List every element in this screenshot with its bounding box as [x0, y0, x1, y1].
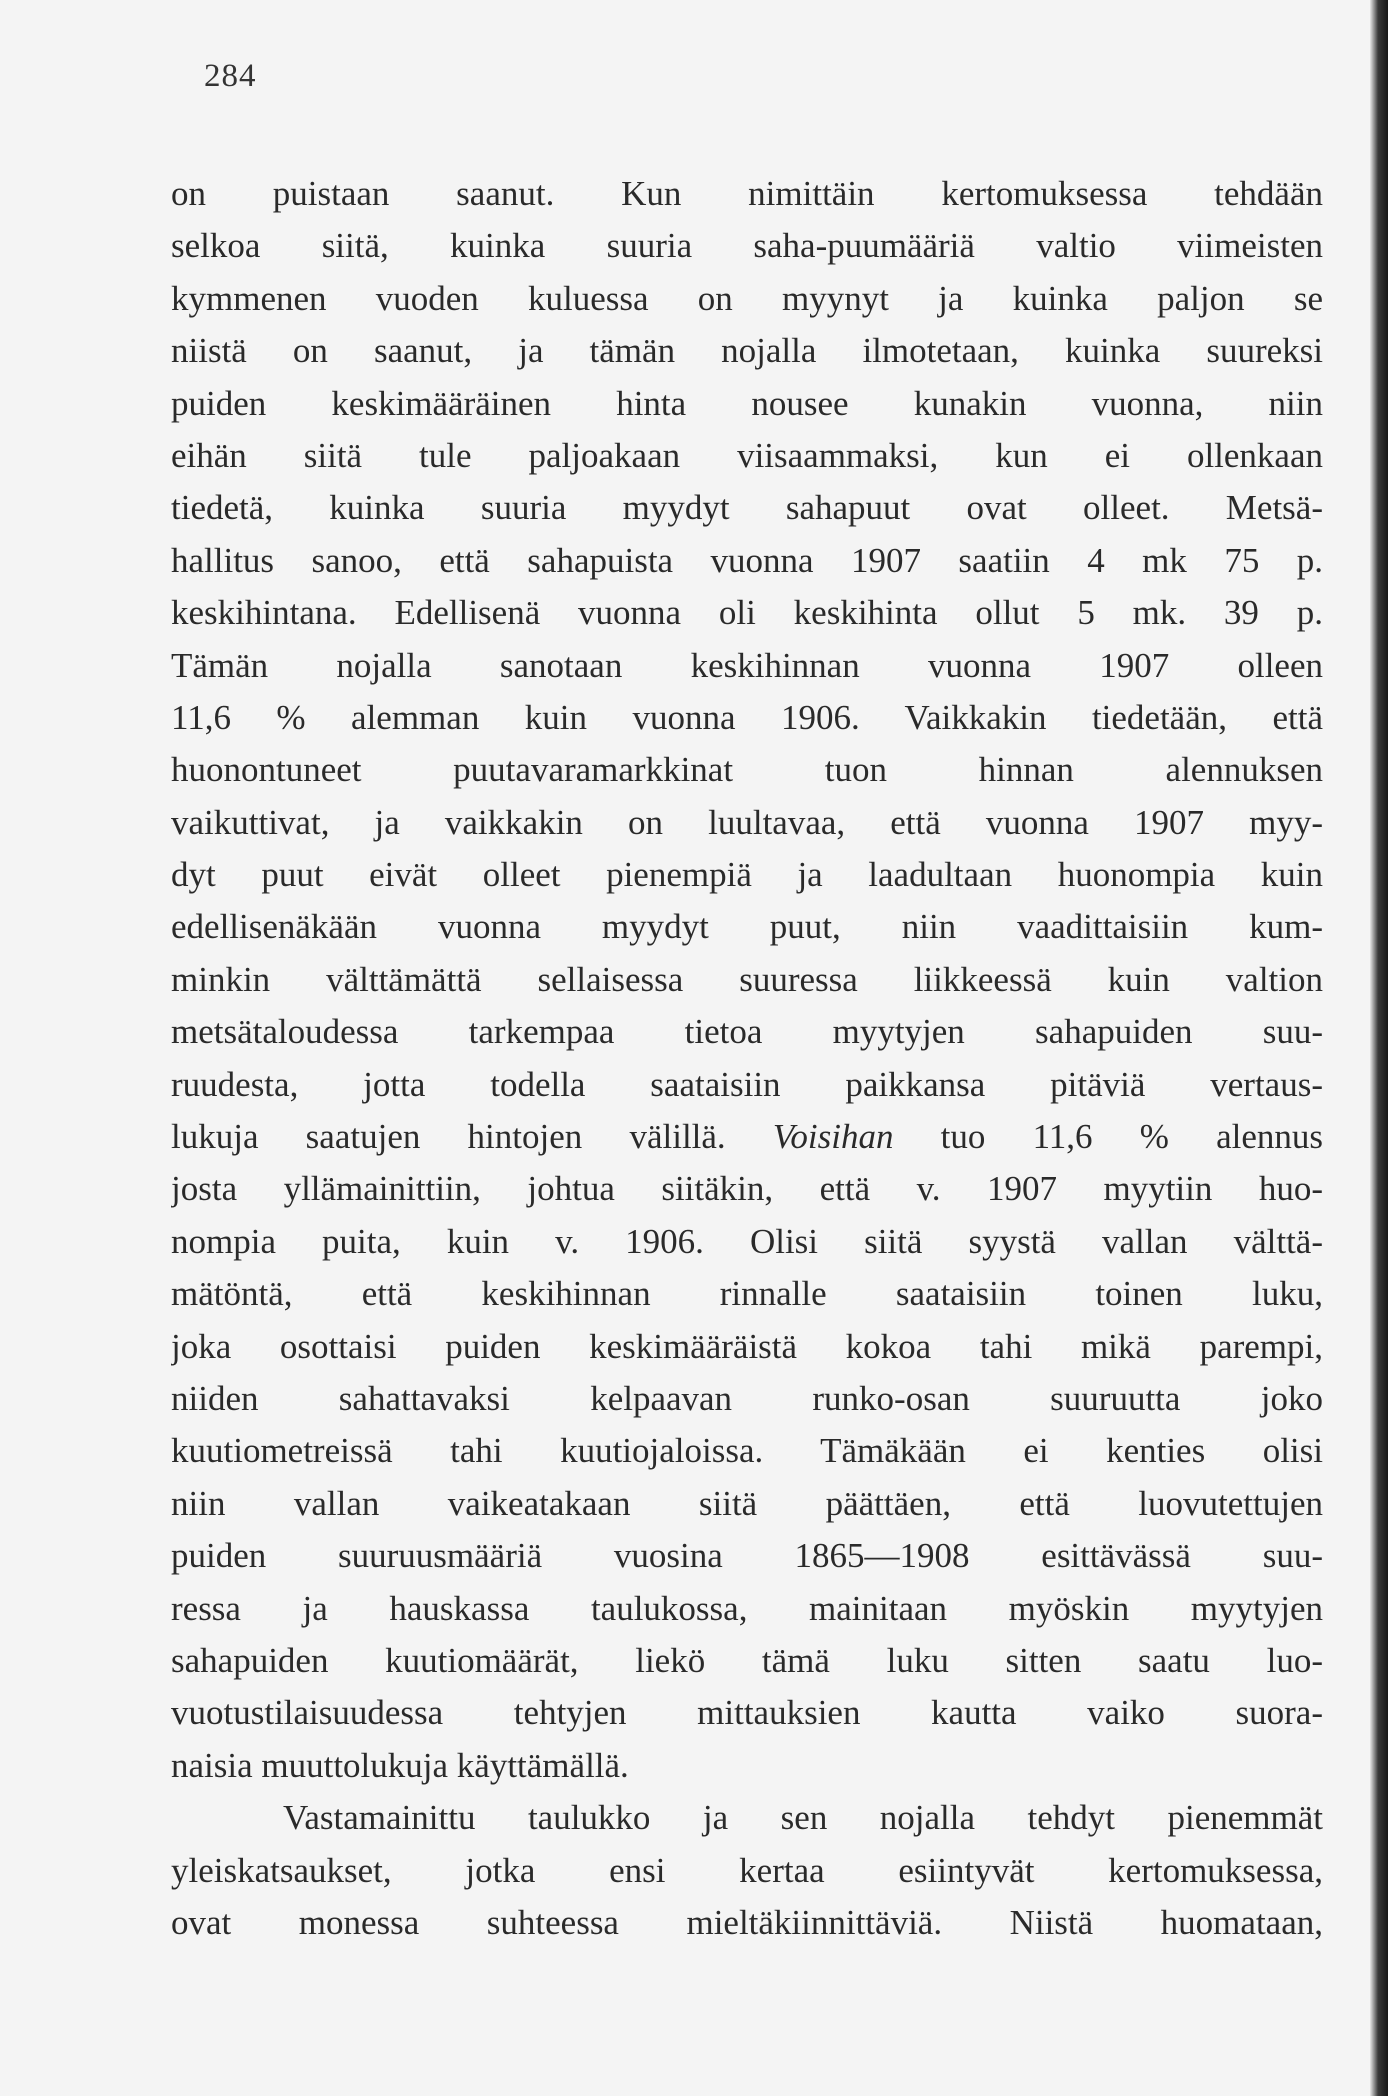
page-number: 284: [204, 58, 257, 94]
text-line-paragraph-start: Vastamainittu taulukko ja sen nojalla tehdyt pienemmät: [283, 1798, 1323, 1838]
text-line: kymmenen vuoden kuluessa on myynyt ja kuinka paljon se: [171, 278, 1323, 318]
text-line: mätöntä, että keskihinnan rinnalle saataisiin toinen luku,: [171, 1274, 1323, 1314]
body-text: [171, 168, 1323, 1949]
text-line-with-italic: [171, 1111, 1323, 1163]
text-line: tiedetä, kuinka suuria myydyt sahapuut ovat olleet. Metsä-: [171, 488, 1323, 528]
binding-edge: [1370, 0, 1388, 2096]
text-line: Tämän nojalla sanotaan keskihinnan vuonna 1907 olleen: [171, 645, 1323, 685]
text-line: ressa ja hauskassa taulukossa, mainitaan myöskin myytyjen: [171, 1588, 1323, 1628]
text-line: huonontuneet puutavaramarkkinat tuon hinnan alennuksen: [171, 750, 1323, 790]
text-line: eihän siitä tule paljoakaan viisaammaksi, kun ei ollenkaan: [171, 435, 1323, 475]
text-line: ovat monessa suhteessa mieltäkiinnittäviä. Niistä huomataan,: [171, 1902, 1323, 1942]
text-line: puiden suuruusmääriä vuosina 1865—1908 esittävässä suu-: [171, 1536, 1323, 1576]
text-line: edellisenäkään vuonna myydyt puut, niin vaadittaisiin kum-: [171, 907, 1323, 947]
text-line: kuutiometreissä tahi kuutiojaloissa. Tämäkään ei kenties olisi: [171, 1431, 1323, 1471]
text-line: niiden sahattavaksi kelpaavan runko-osan suuruutta joko: [171, 1378, 1323, 1418]
text-line: metsätaloudessa tarkempaa tietoa myytyjen sahapuiden suu-: [171, 1012, 1323, 1052]
text-line: minkin välttämättä sellaisessa suuressa liikkeessä kuin valtion: [171, 959, 1323, 999]
italic-word: Voisihan: [772, 1117, 894, 1157]
text-line: dyt puut eivät olleet pienempiä ja laadultaan huonompia kuin: [171, 855, 1323, 895]
text-line: ruudesta, jotta todella saataisiin paikkansa pitäviä vertaus-: [171, 1064, 1323, 1104]
text-line: vaikuttivat, ja vaikkakin on luultavaa, että vuonna 1907 myy-: [171, 802, 1323, 842]
text-line: on puistaan saanut. Kun nimittäin kertomuksessa tehdään: [171, 174, 1323, 213]
text-line-paragraph-end: naisia muuttolukuja käyttämällä.: [171, 1745, 629, 1785]
text-line: yleiskatsaukset, jotka ensi kertaa esiintyvät kertomuksessa,: [171, 1850, 1323, 1890]
text-line: sahapuiden kuutiomäärät, liekö tämä luku sitten saatu luo-: [171, 1640, 1323, 1680]
text-line: nompia puita, kuin v. 1906. Olisi siitä syystä vallan välttä-: [171, 1221, 1323, 1261]
text-line: niistä on saanut, ja tämän nojalla ilmotetaan, kuinka suureksi: [171, 331, 1323, 371]
text-line: 11,6 % alemman kuin vuonna 1906. Vaikkakin tiedetään, että: [171, 697, 1323, 737]
line-end: tuo 11,6 % alennus: [893, 1117, 1323, 1157]
text-line: hallitus sanoo, että sahapuista vuonna 1907 saatiin 4 mk 75 p.: [171, 540, 1323, 580]
text-line: keskihintana. Edellisenä vuonna oli keskihinta ollut 5 mk. 39 p.: [171, 593, 1323, 633]
line-start: lukuja saatujen hintojen välillä.: [171, 1117, 726, 1157]
text-line: selkoa siitä, kuinka suuria saha-puumääriä valtio viimeisten: [171, 226, 1323, 266]
text-line: josta yllämainittiin, johtua siitäkin, että v. 1907 myytiin huo-: [171, 1169, 1323, 1209]
text-line: puiden keskimääräinen hinta nousee kunakin vuonna, niin: [171, 383, 1323, 423]
text-line: niin vallan vaikeatakaan siitä päättäen, että luovutettujen: [171, 1483, 1323, 1523]
text-line: joka osottaisi puiden keskimääräistä kokoa tahi mikä parempi,: [171, 1326, 1323, 1366]
text-line: vuotustilaisuudessa tehtyjen mittauksien kautta vaiko suora-: [171, 1693, 1323, 1733]
